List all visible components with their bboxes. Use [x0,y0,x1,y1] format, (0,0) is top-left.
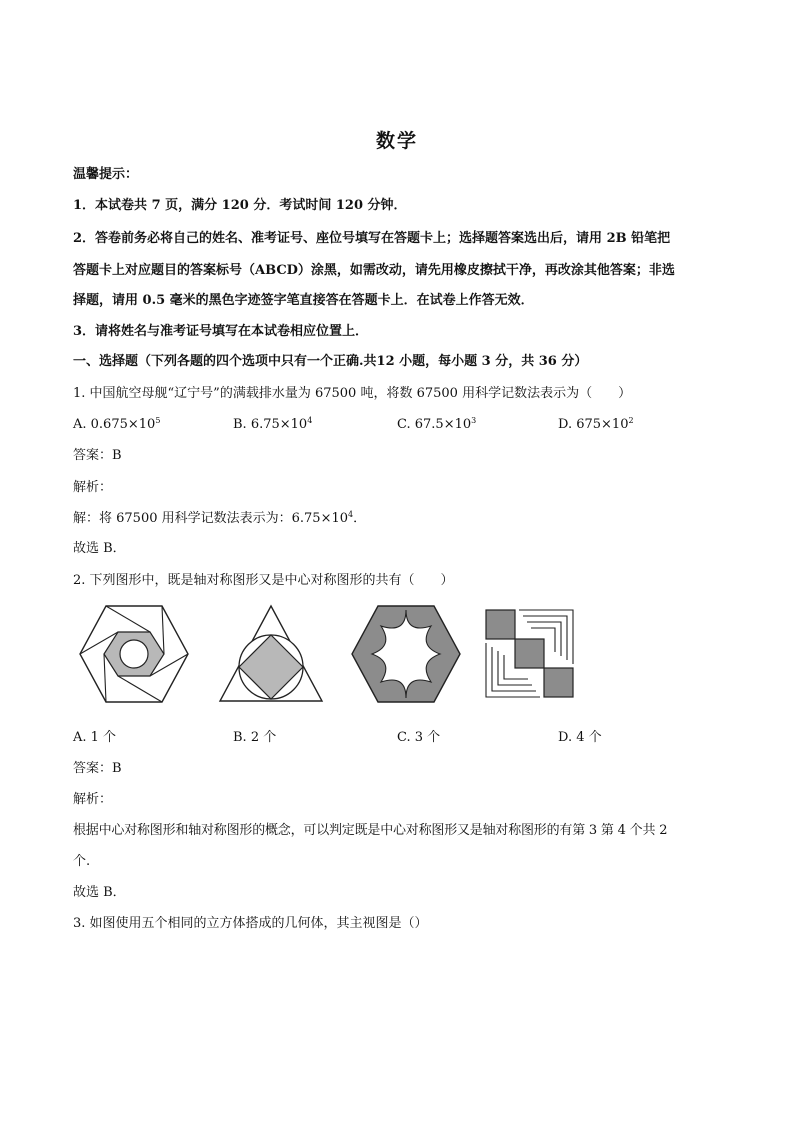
q2-option-b: B. 2 个 [233,730,277,745]
q1-option-a: A. $0.675\times 10^5$ [73,416,161,432]
q2-answer: 答案：B [73,761,122,776]
page-title: 数学 [375,130,418,152]
tip-item-3: 3．请将姓名与准考证号填写在本试卷相应位置上． [73,324,369,339]
q1-stem: 1. 中国航空母舰“辽宁号”的满载排水量为 67500 吨，将数 67500 用科学记数法表示为（ ） [73,386,632,401]
q1-option-d: D. $675\times 10^2$ [558,416,634,432]
q1-answer: 答案：B [73,448,122,463]
q2-option-a: A. 1 个 [73,730,117,745]
tip-item-2-line-1: 2．答卷前务必将自己的姓名、准考证号、座位号填写在答题卡上；选择题答案选出后，请用 2B 铅笔把 [73,231,671,246]
q1-option-c: C. $67.5\times 10^3$ [397,416,477,432]
section-heading: 一、选择题（下列各题的四个选项中只有一个正确.共12 小题，每小题 3 分，共 36 分） [73,354,588,369]
q3-stem: 3. 如图使用五个相同的立方体搭成的几何体，其主视图是（） [73,916,428,931]
q1-solution: 解：将 67500 用科学记数法表示为：$6.75\times 10^4$． [73,510,367,526]
q2-explanation-line-1: 根据中心对称图形和轴对称图形的概念，可以判定既是中心对称图形又是轴对称图形的有第 3 第 4 个共 2 [73,823,668,838]
q2-option-c: C. 3 个 [397,730,441,745]
q2-conclusion: 故选 B． [73,885,126,900]
q1-analysis-label: 解析： [73,480,113,495]
tip-item-2-line-2: 答题卡上对应题目的答案标号（ABCD）涂黑，如需改动，请先用橡皮擦拭干净，再改涂其他答案；非选 [73,263,675,278]
figure-hexagon-pinwheel [78,604,190,704]
figure-hexagon-scallop [350,604,462,704]
figure-diagonal-squares [482,606,578,702]
tips-heading: 温馨提示： [73,167,139,182]
q2-option-d: D. 4 个 [558,730,602,745]
q2-stem: 2. 下列图形中，既是轴对称图形又是中心对称图形的共有（ ） [73,573,454,588]
figure-triangle-circle [218,604,324,704]
tip-item-1: 1．本试卷共 7 页，满分 120 分．考试时间 120 分钟． [73,198,407,213]
q2-analysis-label: 解析： [73,792,113,807]
tip-item-2-line-3: 择题，请用 0.5 毫米的黑色字迹签字笔直接答在答题卡上．在试卷上作答无效． [73,293,534,308]
q2-explanation-line-2: 个. [73,854,91,869]
q1-option-b: B. $6.75\times 10^4$ [233,416,313,432]
q1-conclusion: 故选 B． [73,541,126,556]
